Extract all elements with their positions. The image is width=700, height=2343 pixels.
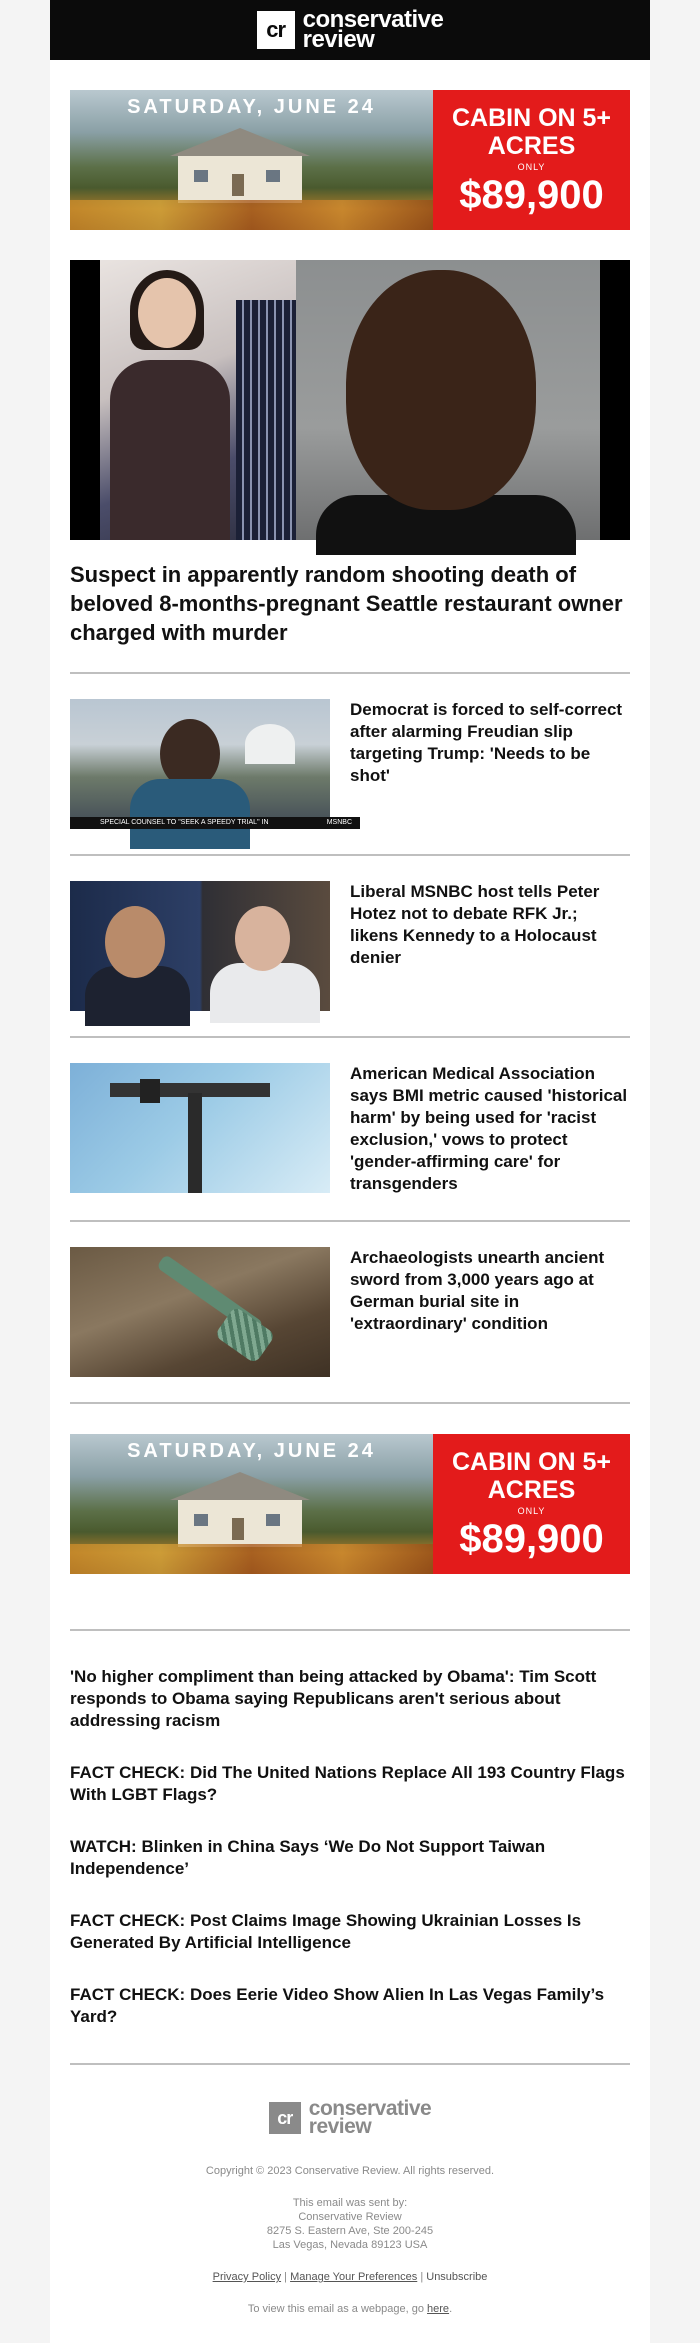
story-thumbnail[interactable] — [70, 881, 330, 1011]
story-item[interactable] — [70, 881, 630, 1011]
footer-links — [50, 2270, 650, 2284]
story-headline[interactable]: American Medical Association says BMI metric caused 'historical harm' by being used for 'racist exclusion,' vows to protect 'gender-affirming care' for transgenders — [350, 1064, 628, 1193]
ad-date: SATURDAY, JUNE 24 — [127, 1440, 376, 1462]
suspect-mugshot — [296, 260, 600, 540]
webview-line — [50, 2302, 650, 2316]
ad-price: $89,900 — [459, 173, 604, 217]
ad-price: $89,900 — [459, 1517, 604, 1561]
divider — [70, 854, 630, 856]
thumb-caption: SPECIAL COUNSEL TO "SEEK A SPEEDY TRIAL" IN MSNBC — [70, 817, 360, 829]
copyright: Copyright © 2023 Conservative Review. All rights reserved. — [205, 2165, 495, 2177]
logo-word-1: conservative — [302, 6, 444, 33]
cabin-photo — [70, 1434, 433, 1574]
story-item[interactable] — [70, 1063, 630, 1195]
address-line-1: 8275 S. Eastern Ave, Ste 200-245 — [266, 2225, 434, 2237]
email-container — [50, 0, 650, 2343]
logo-word-2: review — [308, 2115, 372, 2138]
story-headline[interactable]: Democrat is forced to self-correct after alarming Freudian slip targeting Trump: 'Needs to be shot' — [350, 700, 623, 785]
logo-mark: cr — [257, 11, 295, 49]
manage-preferences-link[interactable]: Manage Your Preferences — [290, 2271, 418, 2283]
story-headline[interactable]: Archaeologists unearth ancient sword from 3,000 years ago at German burial site in 'extraordinary' condition — [350, 1248, 605, 1333]
header — [50, 0, 650, 60]
headline-link[interactable]: 'No higher compliment than being attacked by Obama': Tim Scott responds to Obama saying Republicans aren't serious about addressing racism — [70, 1667, 597, 1730]
ad-offer — [433, 90, 630, 230]
story-thumbnail[interactable] — [70, 699, 352, 829]
unsubscribe-link[interactable]: Unsubscribe — [426, 2271, 488, 2283]
house-image — [170, 128, 310, 203]
separator: | — [420, 2271, 424, 2283]
headline-link[interactable]: WATCH: Blinken in China Says ‘We Do Not Support Taiwan Independence’ — [70, 1837, 546, 1878]
logo-wordmark — [302, 6, 444, 53]
org-name: Conservative Review — [298, 2211, 402, 2223]
story-item[interactable] — [70, 699, 630, 829]
house-image — [170, 1472, 310, 1547]
autumn-trees — [70, 200, 433, 230]
victim-photo — [100, 260, 296, 540]
brand-logo[interactable] — [257, 6, 444, 53]
divider — [70, 1220, 630, 1222]
headline-link[interactable]: FACT CHECK: Post Claims Image Showing Ukrainian Losses Is Generated By Artificial Intelligence — [70, 1911, 582, 1952]
divider — [70, 1036, 630, 1038]
privacy-policy-link[interactable]: Privacy Policy — [212, 2271, 282, 2283]
ad-only: ONLY — [517, 162, 546, 172]
webview-period: . — [449, 2303, 453, 2315]
logo-mark: cr — [269, 2102, 301, 2134]
cabin-photo — [70, 90, 433, 230]
logo-word-2: review — [302, 26, 375, 53]
footer-logo[interactable] — [50, 2097, 650, 2138]
webview-text: To view this email as a webpage, go — [247, 2303, 424, 2315]
separator: | — [284, 2271, 287, 2283]
hero-image[interactable] — [70, 260, 630, 540]
address-line-2: Las Vegas, Nevada 89123 USA — [272, 2239, 428, 2251]
story-thumbnail[interactable] — [70, 1063, 330, 1193]
headline-link[interactable]: FACT CHECK: Did The United Nations Replace All 193 Country Flags With LGBT Flags? — [70, 1763, 625, 1804]
webview-link[interactable]: here — [427, 2303, 450, 2315]
ad-headline-2: ACRES — [487, 1476, 576, 1504]
ad-headline-1: CABIN ON 5+ — [451, 104, 612, 132]
divider — [70, 1402, 630, 1404]
ad-offer — [433, 1434, 630, 1574]
logo-word-1: conservative — [308, 2097, 432, 2120]
divider — [70, 2063, 630, 2065]
hero-headline[interactable]: Suspect in apparently random shooting death of beloved 8-months-pregnant Seattle restaurant owner charged with murder — [70, 562, 623, 645]
ad-headline-2: ACRES — [487, 132, 576, 160]
cabin-ad-banner[interactable] — [70, 90, 630, 230]
autumn-trees — [70, 1544, 433, 1574]
divider — [70, 1629, 630, 1631]
story-item[interactable] — [70, 1247, 630, 1377]
sent-by-label: This email was sent by: — [292, 2197, 408, 2209]
headline-link[interactable]: FACT CHECK: Does Eerie Video Show Alien In Las Vegas Family’s Yard? — [70, 1985, 605, 2026]
story-headline[interactable]: Liberal MSNBC host tells Peter Hotez not to debate RFK Jr.; likens Kennedy to a Holocaust denier — [350, 882, 600, 967]
ad-date: SATURDAY, JUNE 24 — [127, 96, 376, 118]
logo-wordmark — [308, 2097, 432, 2138]
sender-info — [50, 2196, 650, 2252]
cabin-ad-banner[interactable] — [70, 1434, 630, 1574]
story-thumbnail[interactable] — [70, 1247, 330, 1377]
ad-only: ONLY — [517, 1506, 546, 1516]
divider — [70, 672, 630, 674]
ad-headline-1: CABIN ON 5+ — [451, 1448, 612, 1476]
